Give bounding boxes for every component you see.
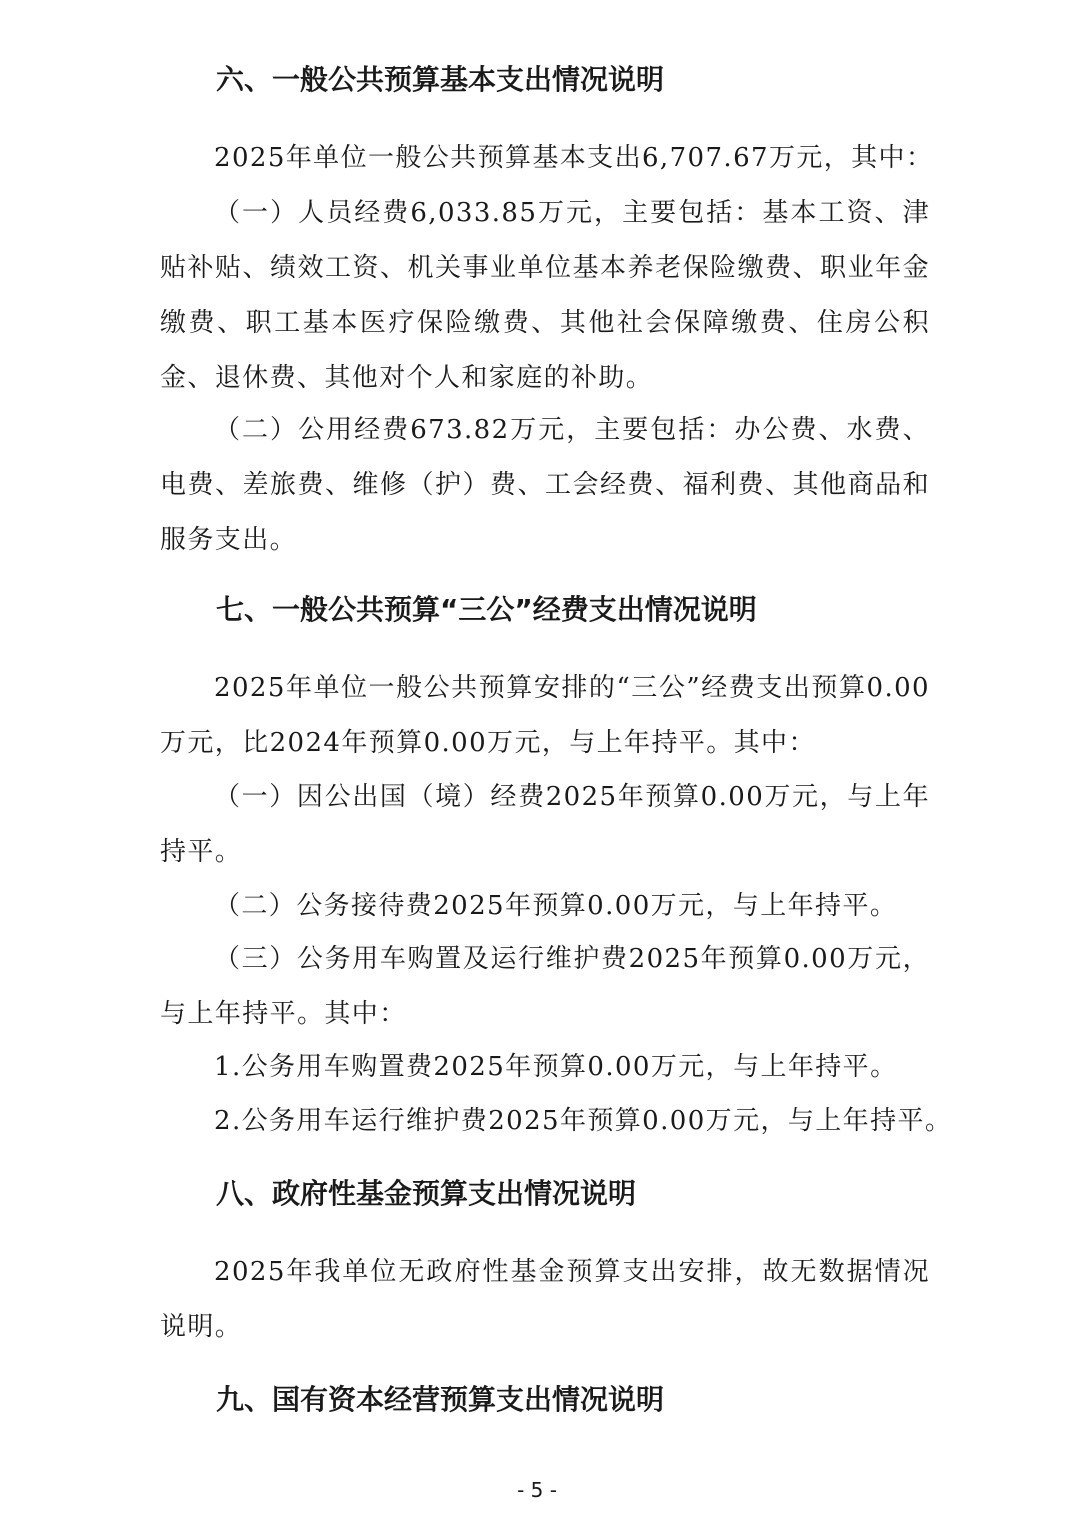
section-7-paragraph-2: （一）因公出国（境）经费2025年预算0.00万元，与上年持平。 [160, 782, 930, 867]
section-6-paragraph-1: 2025年单位一般公共预算基本支出6,707.67万元，其中： [214, 143, 934, 173]
section-6-paragraph-2: （一）人员经费6,033.85万元，主要包括：基本工资、津贴补贴、绩效工资、机关事业单位基本养老保险缴费、职业年金缴费、职工基本医疗保险缴费、其他社会保障缴费、住房公积金、退休费、其他对个人和家庭的补助。 [160, 198, 930, 393]
section-6-heading: 六、一般公共预算基本支出情况说明 [216, 63, 665, 96]
section-7-heading: 七、一般公共预算“三公”经费支出情况说明 [216, 593, 757, 626]
section-8-paragraph-1: 2025年我单位无政府性基金预算支出安排，故无数据情况说明。 [160, 1257, 930, 1342]
section-9-heading: 九、国有资本经营预算支出情况说明 [216, 1383, 665, 1416]
section-7-paragraph-6: 2.公务用车运行维护费2025年预算0.00万元，与上年持平。 [214, 1106, 953, 1136]
section-7-paragraph-5: 1.公务用车购置费2025年预算0.00万元，与上年持平。 [214, 1052, 898, 1082]
section-6-paragraph-3: （二）公用经费673.82万元，主要包括：办公费、水费、电费、差旅费、维修（护）费、工会经费、福利费、其他商品和服务支出。 [160, 415, 930, 555]
section-7-paragraph-1: 2025年单位一般公共预算安排的“三公”经费支出预算0.00万元，比2024年预算0.00万元，与上年持平。其中： [160, 673, 930, 758]
page-number: - 5 - [517, 1478, 557, 1502]
section-7-paragraph-3: （二）公务接待费2025年预算0.00万元，与上年持平。 [214, 891, 898, 921]
section-7-paragraph-4: （三）公务用车购置及运行维护费2025年预算0.00万元，与上年持平。其中： [160, 944, 930, 1029]
section-8-heading: 八、政府性基金预算支出情况说明 [216, 1177, 637, 1210]
